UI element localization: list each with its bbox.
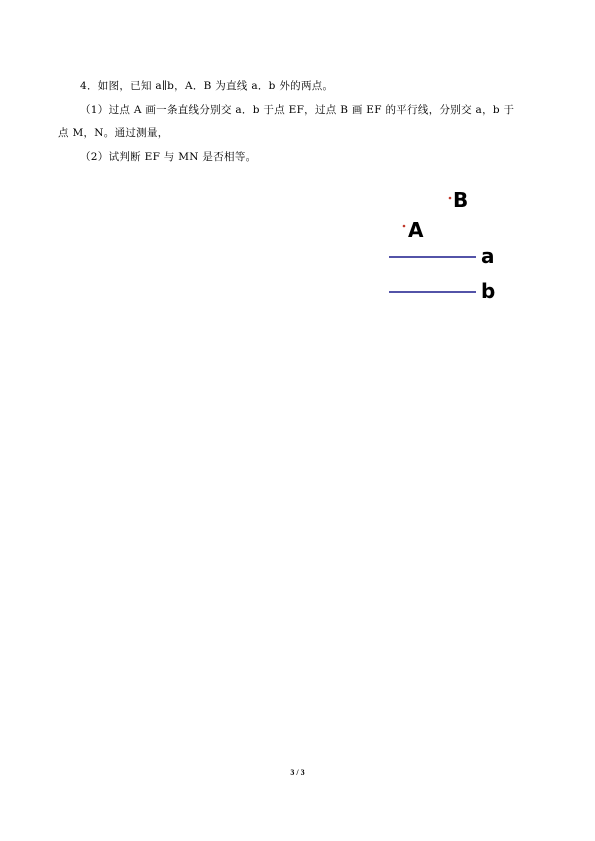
point-a-dot	[403, 225, 406, 228]
point-a-label: A	[408, 218, 424, 242]
line-a-label: a	[481, 244, 495, 268]
question-part1-line2: 点 M，N。通过测量，	[58, 127, 169, 139]
line-b-label: b	[481, 279, 496, 303]
geometry-figure	[370, 180, 510, 310]
page-number: 3 / 3	[290, 768, 305, 777]
question-part1-line1: （1）过点 A 画一条直线分别交 a．b 于点 EF，过点 B 画 EF 的平行线，分别交 a，b 于	[80, 104, 515, 116]
point-b-label: B	[453, 188, 469, 212]
figure-svg	[370, 180, 510, 310]
question-title: 4．如图，已知 a∥b，A．B 为直线 a．b 外的两点。	[80, 80, 334, 92]
point-b-dot	[449, 197, 452, 200]
question-part2: （2）试判断 EF 与 MN 是否相等。	[80, 151, 257, 163]
